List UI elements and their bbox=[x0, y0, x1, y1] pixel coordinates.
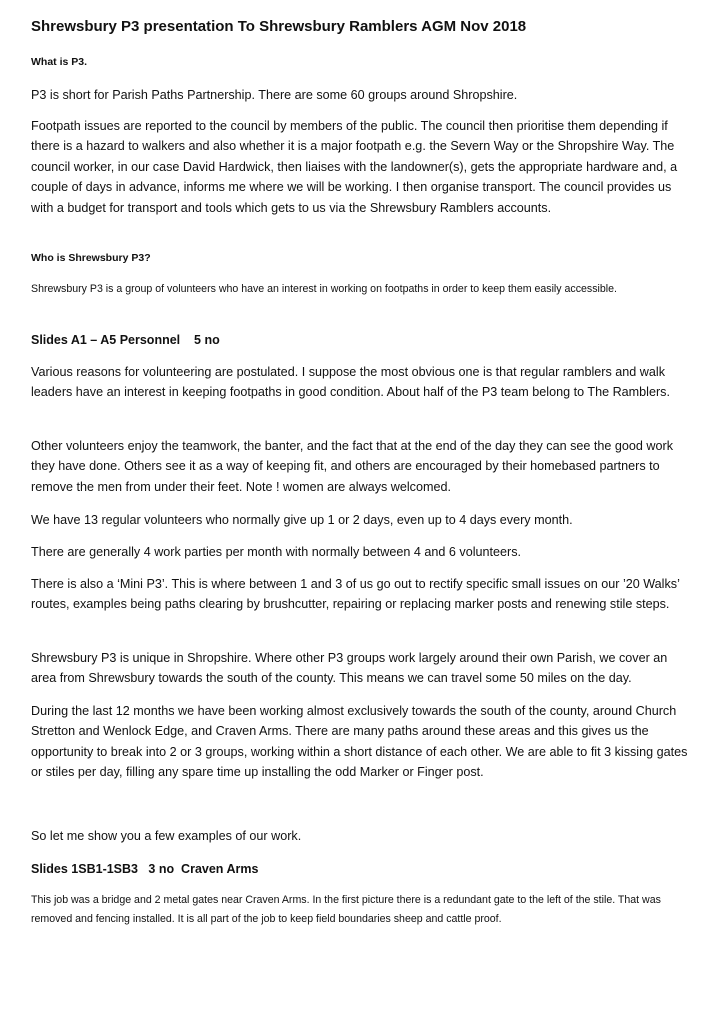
document-title: Shrewsbury P3 presentation To Shrewsbury Ramblers AGM Nov 2018 bbox=[31, 18, 527, 35]
paragraph-group-description: Shrewsbury P3 is a group of volunteers who have an interest in working on footpaths in order to keep them easily accessible. bbox=[31, 283, 617, 295]
paragraph-unique: Shrewsbury P3 is unique in Shropshire. Where other P3 groups work largely around their own Parish, we cover an area from Shrewsbury towards the south of the county. This means we can travel some 50 miles on the day. bbox=[31, 651, 668, 686]
paragraph-work-parties: There are generally 4 work parties per month with normally between 4 and 6 volunteers. bbox=[31, 545, 522, 559]
paragraph-last-12-months: During the last 12 months we have been working almost exclusively towards the south of the county, around Church Stretton and Wenlock Edge, and Craven Arms. There are many paths around these areas and this gives us the opportunity to break into 2 or 3 groups, working within a short distance of each other. We are able to fit 3 kissing gates or stiles per day, filling any spare time up installing the odd Marker or Finger post. bbox=[31, 704, 688, 780]
paragraph-footpath-issues: Footpath issues are reported to the council by members of the public. The council then prioritise them depending if there is a hazard to walkers and also whether it is a major footpath e.g. the Severn Way or the Shropshire Way. The council worker, in our case David Hardwick, then liaises with the landowner(s), gets the appropriate hardware and, a couple of days in advance, informs me where we will be working. I then organise transport. The council provides us with a budget for transport and tools which gets to us via the Shrewsbury Ramblers accounts. bbox=[31, 119, 678, 215]
paragraph-reasons-volunteering: Various reasons for volunteering are postulated. I suppose the most obvious one is that regular ramblers and walk leaders have an interest in keeping footpaths in good condition. About half of the P3 team belong to The Ramblers. bbox=[31, 365, 670, 400]
who-is-shrewsbury-p3-heading: Who is Shrewsbury P3? bbox=[31, 252, 151, 264]
paragraph-show-examples: So let me show you a few examples of our work. bbox=[31, 829, 302, 843]
slides-a-heading: Slides A1 – A5 Personnel 5 no bbox=[31, 333, 220, 347]
paragraph-regular-volunteers: We have 13 regular volunteers who normally give up 1 or 2 days, even up to 4 days every month. bbox=[31, 513, 573, 527]
paragraph-mini-p3: There is also a ‘Mini P3’. This is where between 1 and 3 of us go out to rectify specific small issues on our ’20 Walks’ routes, examples being paths clearing by brushcutter, repairing or replacing marker posts and renewing stile steps. bbox=[31, 577, 680, 612]
paragraph-p3-definition: P3 is short for Parish Paths Partnership. There are some 60 groups around Shropshire. bbox=[31, 88, 518, 102]
slides-sb-heading: Slides 1SB1-1SB3 3 no Craven Arms bbox=[31, 862, 259, 876]
paragraph-other-volunteers: Other volunteers enjoy the teamwork, the banter, and the fact that at the end of the day they can see the good work they have done. Others see it as a way of keeping fit, and others are encouraged by their homebased partners to remove the men from under their feet. Note ! women are always welcomed. bbox=[31, 439, 673, 494]
what-is-p3-heading: What is P3. bbox=[31, 56, 88, 68]
paragraph-craven-arms-job: This job was a bridge and 2 metal gates near Craven Arms. In the first picture there is a redundant gate to the left of the stile. That was removed and fencing installed. It is all part of the job to keep field boundaries sheep and cattle proof. bbox=[31, 894, 661, 925]
